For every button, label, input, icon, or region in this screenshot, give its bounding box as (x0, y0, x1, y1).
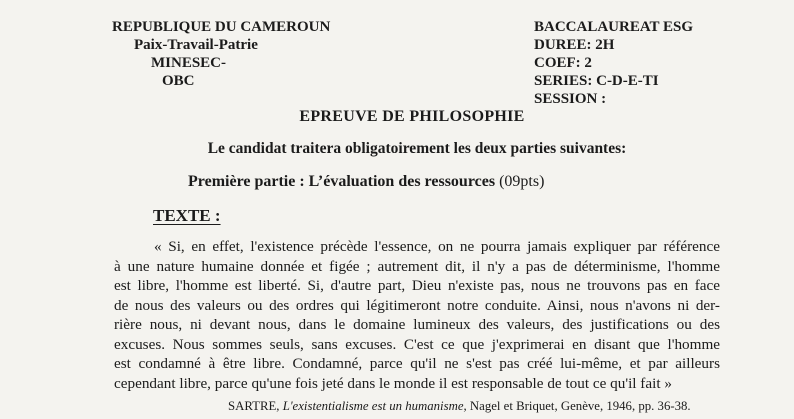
passage-line: de nous des valeurs ou des ordres qui légitimeront notre conduite. Ainsi, nous n'avons ni der- (114, 296, 720, 314)
ministry-name: MINESEC- (151, 55, 227, 71)
part-heading (188, 173, 544, 191)
text-passage (114, 237, 720, 393)
source-author: SARTRE, (228, 399, 283, 413)
exam-series: SERIES: C-D-E-TI (534, 73, 659, 89)
part-label: Première partie : L’évaluation des ressources (188, 173, 496, 190)
texte-label: TEXTE : (153, 206, 221, 225)
header-left (112, 18, 330, 90)
exam-session: SESSION : (534, 91, 607, 107)
passage-line: rière nous, ni devant nous, dans le domaine lumineux des valeurs, des justifications ou des (114, 316, 720, 333)
office-name: OBC (162, 73, 195, 89)
passage-line: excuses. Nous sommes seuls, sans excuses. C'est ce que j'exprimerai en disant que l'homme (114, 335, 720, 353)
source-details: Nagel et Briquet, Genève, 1946, pp. 36-38. (466, 399, 691, 413)
passage-line: est libre, l'homme est liberté. Si, d'autre part, Dieu n'existe pas, nous ne trouvons pas en face (114, 277, 720, 294)
passage-line: « Si, en effet, l'existence précède l'essence, on ne pourra jamais expliquer par référence (154, 238, 720, 255)
exam-name: BACCALAUREAT ESG (534, 19, 694, 35)
country-name: REPUBLIQUE DU CAMEROUN (112, 19, 331, 35)
source-work: L'existentialisme est un humanisme, (282, 399, 467, 413)
passage-line: cependant libre, parce qu'une fois jeté dans le monde il est responsable de tout ce qu'il fait » (114, 374, 672, 392)
passage-line: à une nature humaine donnée et figée ; autrement dit, il n'y a pas de déterminisme, l'homme (114, 257, 720, 275)
source-citation (228, 399, 691, 414)
exam-duration: DUREE: 2H (534, 37, 615, 53)
national-motto: Paix-Travail-Patrie (134, 37, 258, 53)
passage-line: est condamné à être libre. Condamné, parce qu'il ne s'est pas créé lui-même, et par ailleurs (114, 355, 720, 372)
exam-coefficient: COEF: 2 (534, 55, 592, 71)
header-right (534, 18, 693, 108)
part-points: (09pts) (495, 173, 545, 190)
exam-instruction: Le candidat traitera obligatoirement les deux parties suivantes: (207, 140, 627, 157)
page-title: EPREUVE DE PHILOSOPHIE (299, 108, 525, 125)
